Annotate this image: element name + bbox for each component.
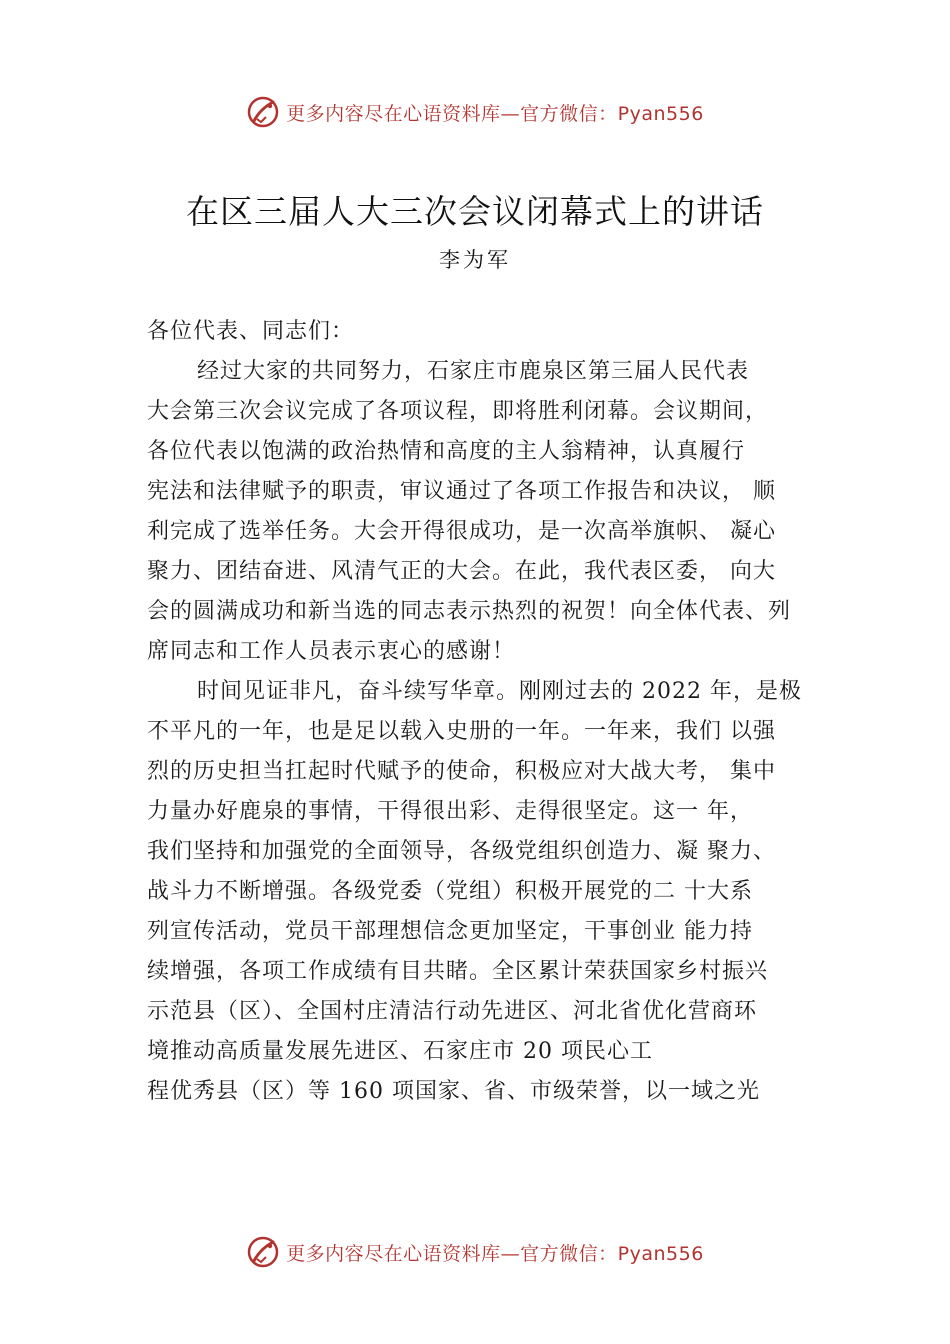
header-watermark-banner (0, 92, 950, 132)
footer-watermark-banner (0, 1232, 950, 1272)
speech-body (147, 312, 837, 1112)
body-line: 我们坚持和加强党的全面领导，各级党组织创造力、凝 聚力、 (147, 839, 776, 864)
body-line: 不平凡的一年，也是足以载入史册的一年。一年来，我们 以强 (147, 719, 776, 744)
body-line: 示范县（区）、全国村庄清洁行动先进区、河北省优化营商环 (147, 999, 758, 1024)
body-line: 各位代表以饱满的政治热情和高度的主人翁精神，认真履行 (147, 439, 746, 464)
body-line: 聚力、团结奋进、风清气正的大会。在此，我代表区委， 向大 (147, 559, 776, 584)
body-line: 程优秀县（区）等 160 项国家、省、市级荣誉，以一域之光 (147, 1079, 760, 1104)
body-line: 境推动高质量发展先进区、石家庄市 20 项民心工 (147, 1039, 653, 1064)
wechat-id: Pyan556 (617, 102, 704, 125)
header-banner-text: 更多内容尽在心语资料库—官方微信：Pyan556 (286, 102, 704, 125)
body-line: 会的圆满成功和新当选的同志表示热烈的祝贺！向全体代表、列 (147, 599, 792, 624)
body-line: 大会第三次会议完成了各项议程，即将胜利闭幕。会议期间， (147, 399, 769, 424)
body-line: 利完成了选举任务。大会开得很成功，是一次高举旗帜、 凝心 (147, 519, 776, 544)
document-title: 在区三届人大三次会议闭幕式上的讲话 (186, 192, 764, 231)
body-line: 战斗力不断增强。各级党委（党组）积极开展党的二 十大系 (147, 879, 753, 904)
body-line: 列宣传活动，党员干部理想信念更加坚定，干事创业 能力持 (147, 919, 753, 944)
brush-logo-icon (246, 95, 280, 129)
body-line: 席同志和工作人员表示衷心的感谢！ (147, 639, 516, 664)
body-line: 时间见证非凡，奋斗续写华章。刚刚过去的 2022 年，是极 (197, 679, 802, 704)
brush-logo-icon (246, 1235, 280, 1269)
footer-banner-text: 更多内容尽在心语资料库—官方微信：Pyan556 (286, 1242, 704, 1265)
body-line: 宪法和法律赋予的职责，审议通过了各项工作报告和决议， 顺 (147, 479, 776, 504)
body-line: 烈的历史担当扛起时代赋予的使命，积极应对大战大考， 集中 (147, 759, 776, 784)
document-author: 李为军 (439, 248, 511, 272)
body-line: 续增强，各项工作成绩有目共睹。全区累计荣获国家乡村振兴 (147, 959, 769, 984)
wechat-id: Pyan556 (617, 1242, 704, 1265)
body-line: 力量办好鹿泉的事情，干得很出彩、走得很坚定。这一 年， (147, 799, 753, 824)
body-line: 各位代表、同志们： (147, 319, 355, 344)
body-line: 经过大家的共同努力，石家庄市鹿泉区第三届人民代表 (197, 359, 750, 384)
